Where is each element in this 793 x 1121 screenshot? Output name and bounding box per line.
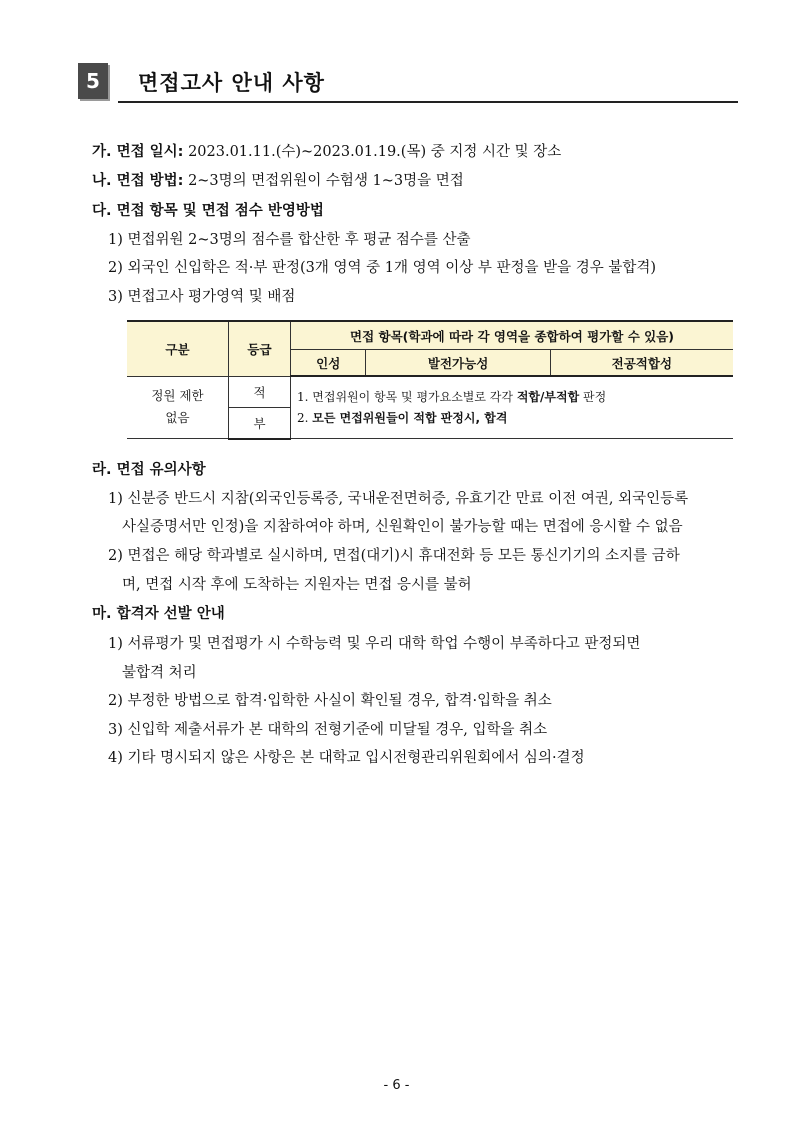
description-1-bold: 적합/부적합 [516, 389, 580, 404]
selection-3: 3) 신입학 제출서류가 본 대학의 전형기준에 미달될 경우, 입학을 취소 [108, 722, 548, 738]
selection-1-line-1: 1) 서류평가 및 면접평가 시 수학능력 및 우리 대학 학업 수행이 부족하다고 판정되면 [108, 636, 641, 652]
interview-method-line [92, 171, 464, 191]
note-1-line-2: 사실증명서만 인정)을 지참하여야 하며, 신원확인이 불가능할 때는 면접에 응시할 수 없음 [122, 519, 683, 535]
section-header [78, 63, 738, 103]
section-title: 면접고사 안내 사항 [138, 71, 325, 95]
interview-date-value: 2023.01.11.(수)~2023.01.19.(목) 중 지정 시간 및 장소 [188, 144, 562, 160]
section-underline [118, 101, 738, 103]
header-interview-items: 면접 항목(학과에 따라 각 영역을 종합하여 평가할 수 있음) [291, 321, 734, 350]
scoring-item-2: 2) 외국인 신입학은 적·부 판정(3개 영역 중 1개 영역 이상 부 판정을 받을 경우 불합격) [108, 260, 656, 276]
scoring-item-3: 3) 면접고사 평가영역 및 배점 [108, 289, 296, 305]
header-category: 구분 [127, 321, 229, 376]
interview-method-value: 2~3명의 면접위원이 수험생 1~3명을 면접 [188, 173, 464, 189]
selection-heading: 마. 합격자 선발 안내 [92, 606, 225, 622]
category-line-1: 정원 제한 [151, 388, 204, 404]
description-line-2 [297, 408, 733, 429]
grade-pass: 적 [229, 376, 291, 407]
description-1-text: 1. 면접위원이 항목 및 평가요소별로 각각 [297, 389, 517, 404]
note-2-line-2: 며, 면접 시작 후에 도착하는 지원자는 면접 응시를 불허 [122, 577, 472, 593]
scoring-heading: 다. 면접 항목 및 면접 점수 반영방법 [92, 203, 324, 219]
selection-4: 4) 기타 명시되지 않은 사항은 본 대학교 입시전형관리위원회에서 심의·결정 [108, 750, 585, 766]
description-1-suffix: 판정 [579, 389, 607, 404]
selection-1-line-2: 불합격 처리 [122, 665, 197, 681]
header-major-fit: 전공적합성 [550, 350, 733, 377]
category-cell [127, 376, 229, 439]
header-personality: 인성 [291, 350, 366, 377]
evaluation-description [291, 376, 734, 439]
scoring-item-1: 1) 면접위원 2~3명의 점수를 합산한 후 평균 점수를 산출 [108, 232, 471, 248]
description-2-bold: 모든 면접위원들이 적합 판정시, 합격 [312, 410, 508, 425]
note-2-line-1: 2) 면접은 해당 학과별로 실시하며, 면접(대기)시 휴대전화 등 모든 통신기기의 소지를 금하 [108, 548, 680, 564]
section-number-badge: 5 [78, 63, 108, 99]
category-line-2: 없음 [165, 410, 190, 426]
grade-fail: 부 [229, 407, 291, 439]
description-line-1 [297, 387, 733, 408]
note-1-line-1: 1) 신분증 반드시 지참(외국인등록증, 국내운전면허증, 유효기간 만료 이전 여권, 외국인등록 [108, 491, 689, 507]
interview-date-label: 가. 면접 일시: [92, 144, 184, 160]
interview-date-line [92, 142, 561, 162]
interview-method-label: 나. 면접 방법: [92, 173, 184, 189]
evaluation-table [127, 320, 733, 440]
page-number: - 6 - [383, 1078, 410, 1093]
notes-heading: 라. 면접 유의사항 [92, 462, 206, 478]
header-potential: 발전가능성 [366, 350, 550, 377]
header-grade: 등급 [229, 321, 291, 376]
selection-2: 2) 부정한 방법으로 합격·입학한 사실이 확인될 경우, 합격·입학을 취소 [108, 693, 552, 709]
description-2-prefix: 2. [297, 410, 313, 425]
